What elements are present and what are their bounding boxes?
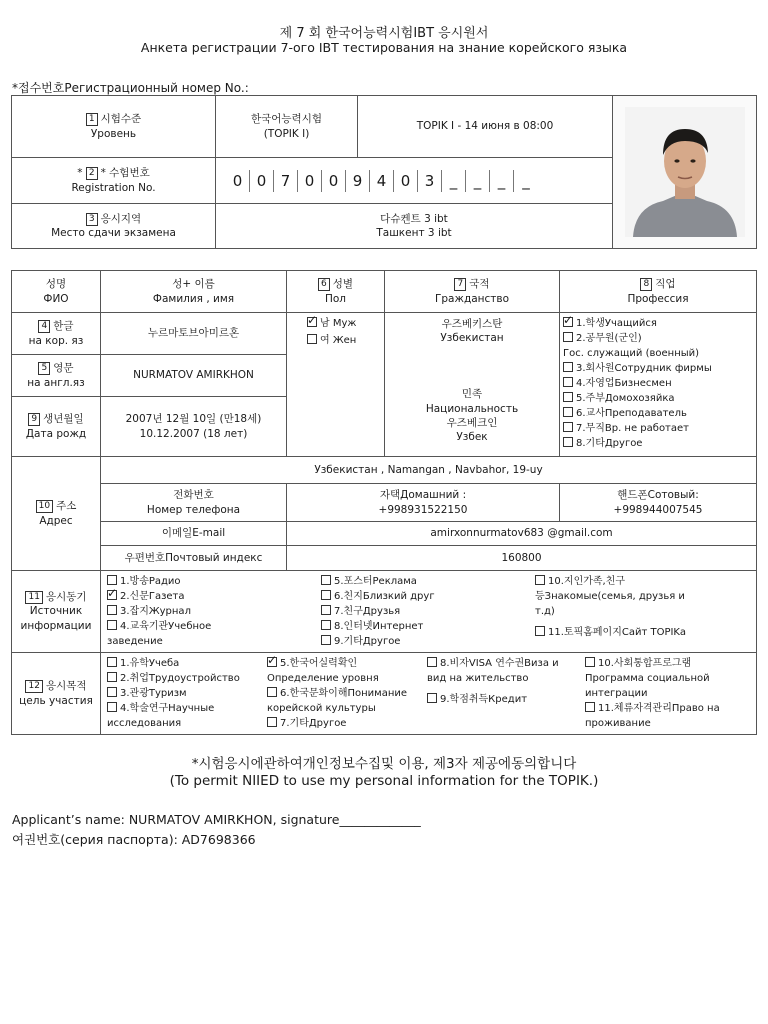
nationality-value-kr: 우즈베크인: [446, 416, 498, 429]
motive-column-1: [107, 574, 321, 649]
registration-number-label: *접수번호Регистрационный номер No.:: [12, 81, 249, 95]
purpose-option: [427, 671, 585, 686]
job-option-label: 1.학생Учащийся: [576, 318, 657, 329]
motive-option[interactable]: [107, 604, 321, 619]
purpose-option-label: Программа социальной: [585, 673, 710, 684]
checkbox[interactable]: [107, 605, 117, 615]
purpose-option-label: проживание: [585, 718, 651, 729]
motive-option[interactable]: [321, 619, 535, 634]
zip-header: 우편번호Почтовый индекс: [101, 546, 287, 571]
motive-option-label: 6.친지Близкий друг: [334, 591, 435, 602]
checkbox[interactable]: [107, 672, 117, 682]
field-number-box: 11: [25, 591, 42, 604]
nationality-label-ru: Национальность: [425, 402, 519, 415]
venue-value-kr: 다슈켄트 3 ibt: [380, 212, 448, 225]
email-value: amirxonnurmatov683 @gmail.com: [287, 522, 757, 546]
job-option-label: 2.공무원(군인): [576, 333, 642, 344]
name-label-ru: ФИО: [43, 292, 69, 305]
motive-option-label: 4.교육기관Учебное: [120, 621, 212, 632]
motive-option[interactable]: [321, 604, 535, 619]
mobile-phone-value: +998944007545: [613, 503, 703, 516]
job-label-kr: 직업: [655, 278, 676, 291]
checkbox[interactable]: [563, 407, 573, 417]
home-phone-cell: [287, 484, 560, 522]
sex-label-ru: Пол: [324, 292, 347, 305]
motive-option[interactable]: [535, 625, 750, 640]
purpose-option-label: 10.사회통합프로그램: [598, 658, 692, 669]
sex-male-label: 남 Муж: [320, 318, 357, 329]
address-value: Узбекистан , Namangan , Navbahor, 19-uy: [101, 457, 757, 484]
purpose-option-label: 6.한국문화이해Понимание: [280, 688, 408, 699]
field-number-box: 5: [38, 362, 50, 375]
job-option-label: 4.자영업Бизнесмен: [576, 378, 672, 389]
checkbox[interactable]: [107, 702, 117, 712]
personal-info-table: [11, 270, 757, 735]
motive-label-ru1: Источник: [29, 605, 83, 618]
level-header-cell: [12, 96, 216, 158]
checkbox[interactable]: [321, 590, 331, 600]
regnum-label-en: Registration No.: [71, 181, 156, 194]
purpose-label-kr: 응시목적: [45, 680, 87, 693]
motive-option[interactable]: [321, 574, 535, 589]
english-label-kr: 영문: [53, 362, 74, 375]
mobile-phone-label: 핸드폰Сотовый:: [617, 489, 699, 502]
field-number-box: 10: [36, 500, 53, 513]
regnum-digit: 0: [298, 170, 322, 192]
sex-female-label: 여 Жен: [320, 334, 357, 346]
motive-option: [107, 634, 321, 649]
field-number-box: 4: [38, 320, 50, 333]
checkbox[interactable]: [585, 657, 595, 667]
purpose-option: [585, 671, 745, 686]
checkbox[interactable]: [321, 575, 331, 585]
checkbox[interactable]: [267, 657, 277, 667]
checkbox[interactable]: [563, 362, 573, 372]
checkbox[interactable]: [267, 687, 277, 697]
birth-value-ru: 10.12.2007 (18 лет): [139, 427, 248, 440]
surname-label-ru: Фамилия , имя: [152, 292, 235, 305]
motive-column-3: [535, 574, 750, 640]
field-number-box: 12: [25, 680, 42, 693]
checkbox[interactable]: [535, 626, 545, 636]
checkbox[interactable]: [427, 693, 437, 703]
job-label-ru: Профессия: [627, 292, 689, 305]
citizenship-label-ru: Гражданство: [434, 292, 510, 305]
sex-options-cell: [287, 313, 385, 457]
job-option[interactable]: [563, 421, 712, 436]
photo-cell: [613, 96, 757, 249]
field-number-box: 6: [318, 278, 330, 291]
venue-header-cell: [12, 204, 216, 249]
job-options-cell: [560, 313, 757, 457]
purpose-option: [267, 701, 427, 716]
exam-datetime: TOPIK I - 14 июня в 08:00: [416, 120, 554, 133]
consent-english: (To permit NIIED to use my personal information for the TOPIK.): [169, 773, 599, 789]
checkbox[interactable]: [563, 392, 573, 402]
purpose-option-label: корейской культуры: [267, 703, 376, 714]
applicant-signature-line: Applicant’s name: NURMATOV AMIRKHON, signature_____________: [12, 812, 421, 827]
surname-label-kr: 성+ 이름: [172, 278, 215, 291]
level-label-kr: 시험수준: [100, 113, 142, 126]
purpose-option[interactable]: [107, 686, 267, 701]
regnum-digit: 0: [322, 170, 346, 192]
purpose-option[interactable]: [107, 656, 267, 671]
purpose-option-label: вид на жительство: [427, 673, 529, 684]
regnum-digit: _: [490, 170, 514, 192]
exam-info-table: [11, 95, 757, 249]
regnum-digit: 0: [394, 170, 418, 192]
name-label-kr: 성명: [45, 278, 67, 291]
regnum-digit: _: [442, 170, 466, 192]
motive-option-label: 10.지인가족,친구: [548, 576, 626, 587]
sex-male-checkbox[interactable]: [307, 317, 317, 327]
checkbox[interactable]: [107, 657, 117, 667]
phone-label-kr: 전화번호: [173, 489, 214, 502]
regnum-digit: 7: [274, 170, 298, 192]
birth-value: [101, 397, 287, 457]
purpose-option-label: 2.취업Трудоустройство: [120, 673, 240, 684]
checkbox[interactable]: [563, 422, 573, 432]
address-header: [12, 457, 101, 571]
checkbox[interactable]: [267, 717, 277, 727]
checkbox[interactable]: [585, 702, 595, 712]
english-label-ru: на англ.яз: [27, 376, 85, 389]
checkbox[interactable]: [321, 605, 331, 615]
purpose-column-2: [267, 656, 427, 731]
address-label-ru: Адрес: [39, 514, 73, 527]
citizenship-cell: [385, 313, 560, 457]
purpose-option-label: 3.관광Туризм: [120, 688, 187, 699]
purpose-option-label: 11.체류자격관리Право на: [598, 703, 720, 714]
purpose-column-4: [585, 656, 745, 731]
purpose-option[interactable]: [585, 656, 745, 671]
field-number-box: 3: [86, 213, 98, 226]
job-option[interactable]: [563, 361, 712, 376]
regnum-digit: 9: [346, 170, 370, 192]
purpose-option: [107, 716, 267, 731]
english-name-value: NURMATOV AMIRKHON: [101, 355, 287, 397]
form-title-russian: Анкета регистрации 7-ого IBT тестирования на знание корейского языка: [140, 40, 628, 55]
korean-name-header: [12, 313, 101, 355]
checkbox[interactable]: [321, 620, 331, 630]
purpose-option: [267, 671, 427, 686]
venue-label-ru: Место сдачи экзамена: [51, 227, 176, 239]
motive-option-label: 11.토픽홈페이지Сайт TOPIKa: [548, 627, 686, 638]
regnum-digits-cell: [216, 158, 613, 204]
phone-label-ru: Номер телефона: [146, 503, 241, 516]
level-label-ru: Уровень: [90, 127, 137, 140]
birth-header: [12, 397, 101, 457]
venue-value-cell: [216, 204, 613, 249]
regnum-digit: 0: [250, 170, 274, 192]
motive-option[interactable]: [107, 589, 321, 604]
citizenship-header: [385, 271, 560, 313]
purpose-option-label: интеграции: [585, 688, 648, 699]
level-value-sub: (TOPIK I): [263, 127, 310, 140]
korean-label-kr: 한글: [53, 320, 74, 333]
sex-label-kr: 성별: [332, 278, 354, 291]
checkbox[interactable]: [427, 657, 437, 667]
zip-value: 160800: [287, 546, 757, 571]
regnum-digit: 0: [226, 170, 250, 192]
korean-label-ru: на кор. яз: [28, 334, 84, 347]
field-number-box: 7: [454, 278, 466, 291]
birth-value-kr: 2007년 12월 10일 (만18세): [125, 413, 262, 426]
checkbox[interactable]: [563, 437, 573, 447]
citizenship-value-kr: 우즈베키스탄: [441, 318, 503, 330]
purpose-option[interactable]: [427, 656, 585, 671]
passport-number-line: 여권번호(серия паспорта): AD7698366: [12, 832, 256, 847]
mobile-phone-cell: [560, 484, 757, 522]
motive-option-label: 7.친구Друзья: [334, 606, 401, 617]
purpose-option-label: 5.한국어실력확인: [280, 658, 358, 669]
motive-label-ru2: информации: [20, 619, 92, 632]
job-option-label: 3.회사원Сотрудник фирмы: [576, 363, 712, 374]
address-label-kr: 주소: [56, 500, 77, 513]
motive-option[interactable]: [107, 574, 321, 589]
form-title-korean: 제 7 회 한국어능력시험IBT 응시원서: [279, 26, 489, 41]
consent-korean: *시험응시에관하여개인정보수집및 이용, 제3자 제공에동의합니다: [191, 756, 577, 772]
home-phone-label: 자택Домашний :: [379, 489, 467, 502]
motive-header: [12, 571, 101, 653]
purpose-options-cell: [101, 653, 757, 735]
exam-info-cell: [358, 96, 613, 158]
job-option[interactable]: [563, 391, 712, 406]
checkbox[interactable]: [563, 332, 573, 342]
purpose-option-label: 7.기타Другое: [280, 718, 347, 729]
purpose-option-label: 9.학점취득Кредит: [440, 694, 528, 705]
purpose-option: [585, 716, 745, 731]
motive-option-label: 5.포스터Реклама: [334, 576, 417, 587]
surname-header: [101, 271, 287, 313]
purpose-option-label: 4.학술연구Научные: [120, 703, 215, 714]
job-options-list: [563, 316, 712, 451]
citizenship-label-kr: 국적: [469, 278, 490, 291]
motive-option: [535, 604, 750, 619]
regnum-label-kr: * 수험번호: [100, 167, 150, 180]
purpose-option[interactable]: [585, 701, 745, 716]
sex-header: [287, 271, 385, 313]
regnum-digit: _: [466, 170, 490, 192]
motive-option[interactable]: [535, 574, 750, 589]
motive-option-label: 9.기타Другое: [334, 636, 401, 647]
motive-option-label: 8.인터넷Интернет: [334, 621, 424, 632]
purpose-option[interactable]: [107, 671, 267, 686]
venue-label-kr: 응시지역: [100, 212, 142, 225]
birth-label-kr: 생년월일: [43, 413, 84, 426]
purpose-option: [585, 686, 745, 701]
purpose-option[interactable]: [267, 716, 427, 731]
regnum-digit: 4: [370, 170, 394, 192]
motive-option-label: т.д): [535, 606, 555, 617]
purpose-option-label: 1.유학Учеба: [120, 658, 180, 669]
purpose-header: [12, 653, 101, 735]
motive-option[interactable]: [321, 589, 535, 604]
purpose-column-3: [427, 656, 585, 707]
purpose-option-label: 8.비자VISA 연수권Виза и: [440, 658, 559, 669]
motive-option-label: заведение: [107, 636, 163, 647]
motive-option: [535, 589, 750, 604]
birth-label-ru: Дата рожд: [25, 427, 87, 440]
regnum-star: *: [77, 167, 86, 180]
motive-option[interactable]: [107, 619, 321, 634]
applicant-photo: [625, 107, 745, 237]
name-header: [12, 271, 101, 313]
english-name-header: [12, 355, 101, 397]
field-number-box: 8: [640, 278, 652, 291]
checkbox[interactable]: [535, 575, 545, 585]
job-option-label: 5.주부Домохозяйка: [576, 393, 675, 404]
motive-option-label: 3.잡지Журнал: [120, 606, 191, 617]
purpose-option-label: исследования: [107, 718, 182, 729]
regnum-header-cell: [12, 158, 216, 204]
korean-name-value: 누르마토브아미르혼: [101, 313, 287, 355]
motive-label-kr: 응시동기: [45, 591, 87, 604]
job-option[interactable]: [563, 376, 712, 391]
purpose-option[interactable]: [267, 686, 427, 701]
checkbox[interactable]: [563, 377, 573, 387]
purpose-option-label: Определение уровня: [267, 673, 379, 684]
field-number-box: 2: [86, 167, 98, 180]
nationality-label-kr: 민족: [461, 388, 483, 401]
purpose-option[interactable]: [107, 701, 267, 716]
job-option[interactable]: [563, 331, 712, 346]
motive-option-label: 1.방송Радио: [120, 576, 181, 587]
venue-value-ru: Ташкент 3 ibt: [376, 227, 452, 239]
job-option-label: 6.교사Преподаватель: [576, 408, 687, 419]
job-header: [560, 271, 757, 313]
checkbox[interactable]: [563, 317, 573, 327]
nationality-value-ru: Узбек: [456, 430, 488, 443]
field-number-box: 9: [28, 413, 40, 426]
motive-option-label: 등Знакомые(семья, друзья и: [535, 591, 685, 602]
checkbox[interactable]: [321, 635, 331, 645]
checkbox[interactable]: [107, 620, 117, 630]
checkbox[interactable]: [107, 575, 117, 585]
job-option-label: Гос. служащий (военный): [563, 348, 700, 359]
purpose-option[interactable]: [427, 692, 585, 707]
regnum-digits: [216, 170, 612, 192]
checkbox[interactable]: [107, 687, 117, 697]
email-header: 이메일E-mail: [101, 522, 287, 546]
job-option[interactable]: [563, 436, 712, 451]
job-option-label: 8.기타Другое: [576, 438, 643, 449]
job-option[interactable]: [563, 316, 712, 331]
field-number-box: 1: [86, 113, 98, 126]
purpose-label-ru: цель участия: [19, 694, 93, 707]
level-value-kr: 한국어능력시험: [250, 113, 322, 126]
checkbox[interactable]: [107, 590, 117, 600]
motive-option-label: 2.신문Газета: [120, 591, 185, 602]
level-value-cell: [216, 96, 358, 158]
phone-header: [101, 484, 287, 522]
job-option: [563, 346, 712, 361]
citizenship-value-ru: Узбекистан: [440, 332, 504, 345]
home-phone-value: +998931522150: [378, 503, 468, 516]
motive-option[interactable]: [321, 634, 535, 649]
regnum-digit: 3: [418, 170, 442, 192]
regnum-digit: _: [522, 171, 530, 190]
motive-options-cell: [101, 571, 757, 653]
sex-female-checkbox[interactable]: [307, 334, 317, 344]
purpose-column-1: [107, 656, 267, 731]
job-option[interactable]: [563, 406, 712, 421]
job-option-label: 7.무직Вр. не работает: [576, 423, 689, 434]
motive-column-2: [321, 574, 535, 649]
purpose-option[interactable]: [267, 656, 427, 671]
